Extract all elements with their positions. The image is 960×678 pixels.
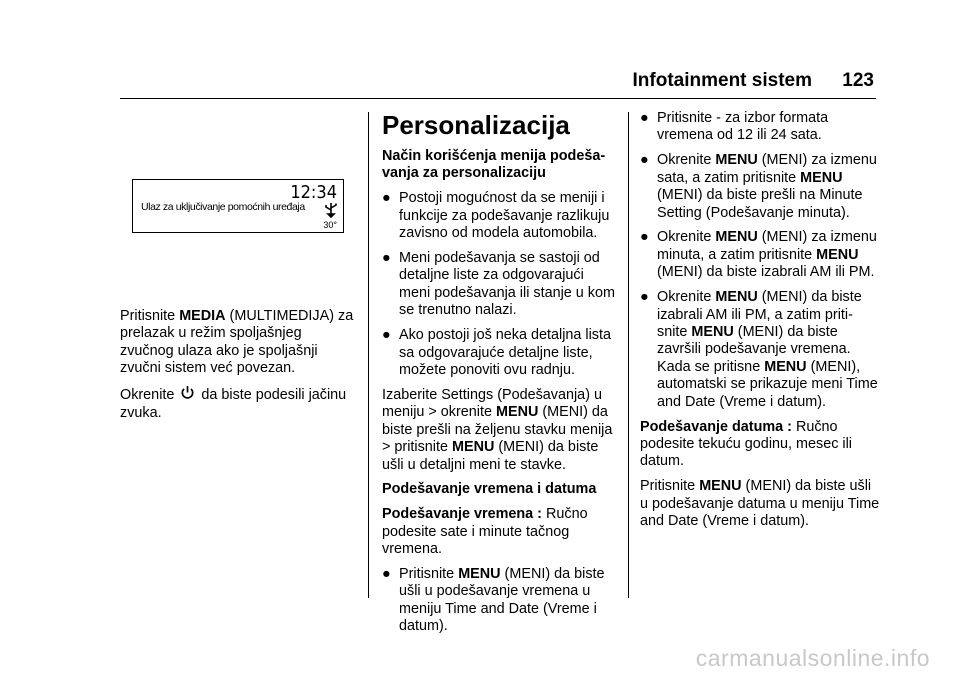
subsection-heading-time-date: Podešavanje vremena i datuma (382, 481, 597, 498)
paragraph-date-menu: Pritisnite MENU (MENI) da biste ušli u podešavanje datuma u meniju Time and Date (Vreme i datum). (640, 478, 880, 530)
column-1 (120, 308, 358, 429)
paragraph-time-setting: Podešavanje vremena : Ručno podesite sate i minute tačnog vremena. (382, 506, 588, 558)
page-number: 123 (842, 70, 874, 91)
display-message: Ulaz za uključivanje pomoćnih uređaja (141, 201, 305, 213)
page-header-title: Infotainment sistem (632, 70, 812, 91)
section-title: Personalizacija (382, 110, 570, 140)
usb-icon (323, 202, 339, 218)
paragraph-settings: Izaberite Settings (Podešavanja) u meniju > okrenite MENU (MENI) da biste prešli na željenu stavku menija > pritisnite MENU (MENI) da biste ušli u detaljni meni te stavke. (382, 386, 613, 473)
list-item: ● Pritisnite MENU (MENI) da biste ušli u podešavanje vremena u meniju Time and Date (Vreme i datum). (382, 566, 605, 635)
column-divider-1 (368, 112, 369, 598)
list-item: ● Ako postoji još neka detaljna lista sa odgovarajuće detaljne liste, možete ponoviti ovu radnju. (382, 327, 611, 378)
watermark: carmanualsonline.info (695, 645, 930, 671)
list-item: ● Postoji mogućnost da se meniji i funkcije za podešavanje razlikuju zavisno od modela automobila. (382, 190, 610, 242)
header-rule (120, 98, 876, 99)
paragraph-media: Pritisnite MEDIA (MULTIMEDIJA) za prelazak u režim spoljašnjeg zvučnog ulaza ako je spoljašnji zvučni sistem već povezan. (120, 308, 354, 377)
list-item: ● Meni podešavanja se sastoji od detaljne liste za odgovarajući meni podešavanja ili stanje u kom se trenutno nalazi. (382, 250, 615, 319)
subsection-heading: Način korišćenja menija podeša-vanja za personalizaciju (382, 148, 606, 182)
power-knob-icon (180, 385, 195, 400)
list-item: ● Okrenite MENU (MENI) da biste izabrali AM ili PM, a zatim priti-snite MENU (MENI) da biste završili podešavanje vremena. Kada se pritisne MENU (MENI), automatski se prikazuje meni Time and Date (Vreme i datum). (640, 289, 878, 410)
column-2 (382, 110, 617, 643)
radio-display-illustration (132, 179, 344, 233)
list-item: ● Pritisnite - za izbor formata vremena od 12 ili 24 sata. (640, 110, 829, 144)
display-temperature: 30° (323, 220, 337, 230)
list-item: ● Okrenite MENU (MENI) za izmenu minuta, a zatim pritisnite MENU (MENI) da biste izabrali AM ili PM. (640, 229, 877, 281)
paragraph-volume: Okrenite da biste podesili jačinu zvuka. (120, 387, 347, 421)
paragraph-date-setting: Podešavanje datuma : Ručno podesite tekuću godinu, mesec ili datum. (640, 418, 852, 470)
column-3 (640, 110, 880, 538)
display-clock: 12:34 (290, 182, 337, 203)
column-divider-2 (628, 112, 629, 598)
list-item: ● Okrenite MENU (MENI) za izmenu sata, a zatim pritisnite MENU (MENI) da biste prešli na Minute Setting (Podešavanje minuta). (640, 152, 877, 221)
